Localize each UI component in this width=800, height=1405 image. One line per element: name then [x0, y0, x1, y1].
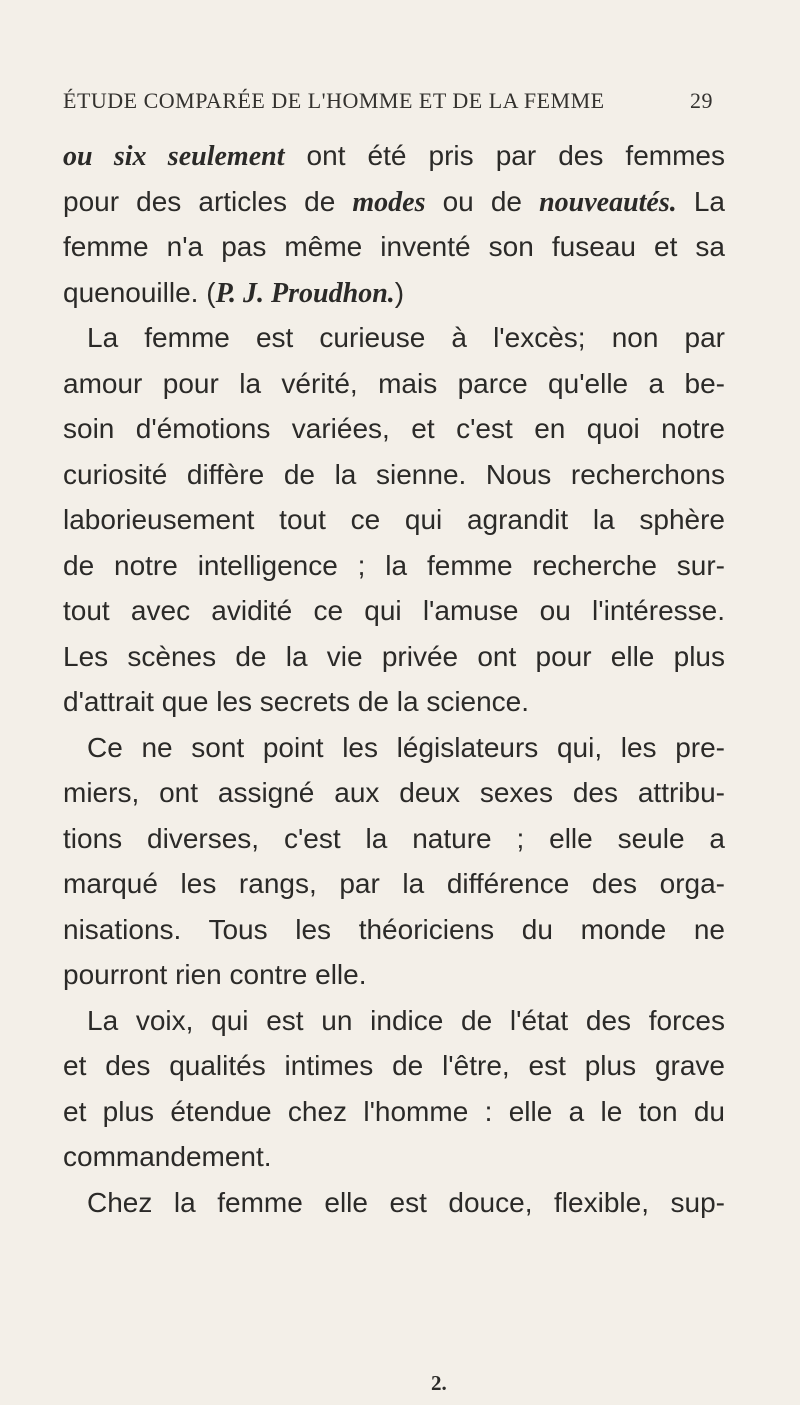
text-segment: ou de: [425, 185, 540, 217]
text-line: [63, 502, 725, 538]
text-line: [63, 593, 725, 629]
text-segment: femme n'a pas même inventé son fuseau et sa: [63, 231, 725, 262]
text-line: [63, 957, 367, 993]
text-segment: curiosité diffère de la sienne. Nous recherchons: [63, 458, 725, 490]
text-line: [87, 1003, 725, 1039]
text-segment: pour des articles de: [63, 185, 353, 217]
text-segment: ont été pris par des femmes: [284, 140, 725, 171]
text-line: [63, 411, 725, 447]
italic-text: ou six seulement: [63, 141, 285, 172]
text-line: [87, 730, 725, 766]
text-line: [63, 138, 725, 174]
text-segment: tions diverses, c'est la nature ; elle seule a: [63, 822, 725, 854]
page-number: 29: [690, 88, 713, 113]
text-line: [63, 775, 725, 811]
text-segment: de notre intelligence ; la femme recherche sur-: [63, 549, 725, 581]
italic-text: P. J. Proudhon.: [215, 277, 395, 309]
text-line: [63, 457, 725, 493]
text-segment: laborieusement tout ce qui agrandit la sphère: [63, 504, 725, 535]
text-segment: La voix, qui est un indice de l'état des forces: [87, 1004, 725, 1036]
text-line: [63, 184, 725, 220]
text-segment: quenouille. (: [63, 276, 216, 308]
text-segment: La: [676, 185, 725, 217]
text-line: [63, 1139, 272, 1175]
text-line: [87, 320, 725, 356]
text-segment: La femme est curieuse à l'excès; non par: [87, 322, 725, 353]
text-segment: soin d'émotions variées, et c'est en quoi notre: [63, 413, 725, 444]
text-segment: tout avec avidité ce qui l'amuse ou l'intéresse.: [63, 595, 725, 626]
text-segment: Chez la femme elle est douce, flexible, sup-: [87, 1186, 725, 1218]
text-line: [63, 912, 725, 948]
text-line: [63, 639, 725, 675]
text-segment: et plus étendue chez l'homme : elle a le ton du: [63, 1095, 725, 1127]
text-segment: et des qualités intimes de l'être, est plus grave: [63, 1050, 725, 1081]
text-segment: Ce ne sont point les législateurs qui, les pre-: [87, 731, 725, 763]
text-segment: commandement.: [63, 1141, 272, 1172]
text-line: [63, 821, 725, 857]
running-title: ÉTUDE COMPARÉE DE L'HOMME ET DE LA FEMME: [63, 88, 605, 113]
signature-mark: 2.: [431, 1371, 447, 1395]
text-line: [63, 229, 725, 265]
text-line: [63, 684, 529, 720]
text-line: [63, 1094, 725, 1130]
italic-text: nouveautés.: [539, 186, 677, 218]
text-line: [63, 275, 404, 311]
text-segment: pourront rien contre elle.: [63, 959, 367, 990]
running-header: [63, 88, 713, 118]
text-line: [87, 1185, 725, 1221]
italic-text: modes: [352, 186, 426, 218]
text-line: [63, 548, 725, 584]
text-line: [63, 1048, 725, 1084]
text-segment: Les scènes de la vie privée ont pour elle plus: [63, 640, 725, 672]
text-segment: marqué les rangs, par la différence des orga-: [63, 868, 725, 899]
text-segment: ): [394, 276, 405, 308]
text-line: [63, 866, 725, 902]
text-line: [63, 366, 725, 402]
text-segment: amour pour la vérité, mais parce qu'elle a be-: [63, 367, 725, 399]
text-segment: d'attrait que les secrets de la science.: [63, 686, 530, 717]
text-segment: miers, ont assigné aux deux sexes des attribu-: [63, 777, 725, 808]
text-segment: nisations. Tous les théoriciens du monde ne: [63, 913, 725, 945]
